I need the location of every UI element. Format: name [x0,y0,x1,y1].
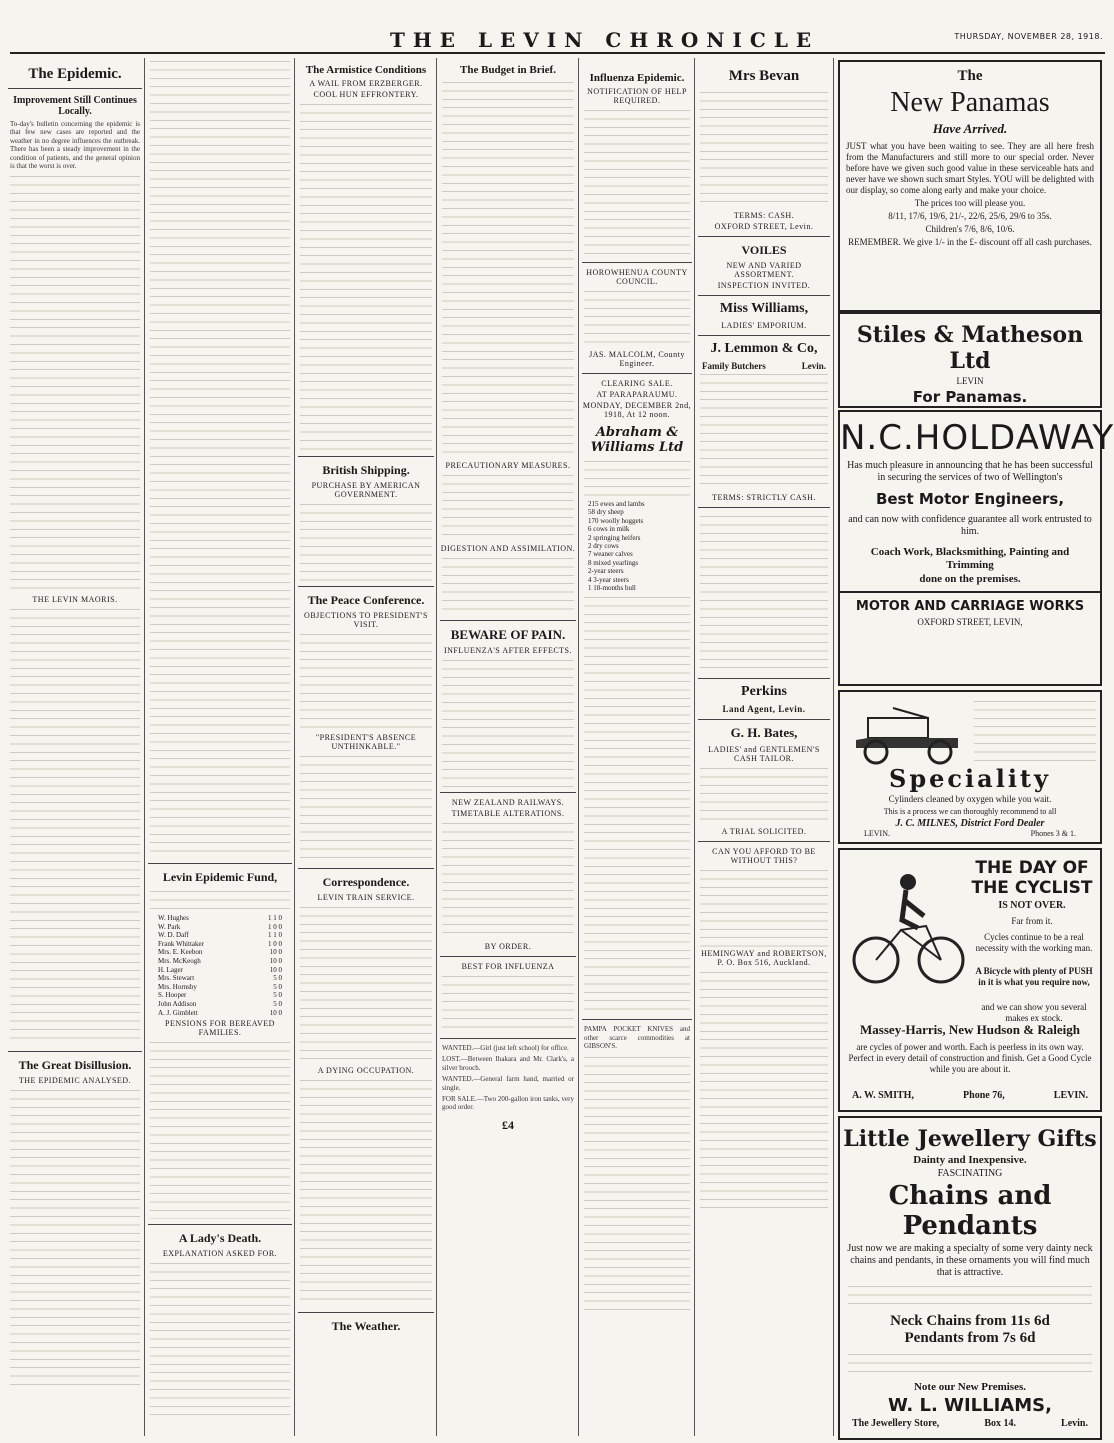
cyclist-bicycle: A Bicycle with plenty of PUSH in it is what you require now, [975,966,1093,987]
epidemic-subheading: Improvement Still Continues Locally. [13,95,137,117]
epidemic-heading: The Epidemic. [28,66,122,82]
clearing-sale-heading: CLEARING SALE. [601,379,673,388]
fund-donor: W. Hughes [158,914,189,922]
fund-row [158,948,282,957]
article-text-block [848,1283,1092,1309]
levin-maoris-heading: THE LEVIN MAORIS. [32,595,118,605]
voiles-heading: VOILES [741,243,787,257]
levin-fund-heading: Levin Epidemic Fund, [162,870,278,884]
article-text-block [700,371,828,491]
by-order: BY ORDER. [484,942,532,951]
fund-row [158,914,282,923]
article-text-block [442,472,574,542]
panamas-prices-intro: The prices too will please you. [914,198,1026,208]
column-1 [8,58,142,1433]
notification-heading: NOTIFICATION OF HELP REQUIRED. [587,87,687,105]
massey-body: are cycles of power and worth. Each is peerless in its own way. Perfect in every detail of construction and finish. Get a Good Cycle while you are about it. [848,1042,1092,1074]
fund-amount: 5 0 [273,974,282,983]
holdaway-title: N.C.HOLDAWAY [840,418,1114,458]
panamas-body: JUST what you have been waiting to see. They are all here fresh from the Manufacturers and still more to our special order. Never before have we given such good value in these serviceable hats and never have we shown such smart Styles. YOU will be delighted with our display, so come along early and make your choice. [846,141,1094,195]
column-3 [298,58,434,1433]
article-text-block [150,1039,290,1219]
holdaway-body: Has much pleasure in announcing that he has been successful in securing the services of two of Wellington's [847,460,1093,483]
fund-row [158,931,282,940]
column-5 [582,58,692,1433]
influenza-after-heading: INFLUENZA'S AFTER EFFECTS. [443,646,572,655]
lost-ad: LOST.—Between Ihakara and Mr. Clark's, a silver brooch. [442,1055,574,1072]
bevan-address: OXFORD STREET, Levin. [714,222,814,231]
fund-donor: Mrs. Stewart [158,974,195,983]
stiles-title: Stiles & Matheson Ltd [856,322,1084,374]
malcolm-signature: JAS. MALCOLM, County Engineer. [589,350,685,368]
article-text-block [10,606,140,1046]
explanation-heading: EXPLANATION ASKED FOR. [162,1249,278,1259]
panamas-children: Children's 7/6, 8/6, 10/6. [925,224,1015,234]
article-text-block [974,698,1096,764]
budget-heading: The Budget in Brief. [460,64,556,76]
fund-amount: 5 0 [273,982,282,991]
jewellery-ad [838,1116,1102,1440]
peace-heading: The Peace Conference. [307,593,425,607]
fund-donor: A. J. Gimblett [158,1008,198,1017]
newspaper-title: THE LEVIN CHRONICLE [390,28,820,52]
perkins-heading: Perkins [741,684,787,699]
article-text-block [700,969,828,1209]
beware-of-pain-heading: BEWARE OF PAIN. [450,627,566,642]
fund-donor: John Addison [158,999,197,1008]
neck-chains: Neck Chains from 11s 6d [890,1313,1050,1329]
article-text-block [584,288,690,348]
article-text-block [848,1351,1092,1377]
lemmon-heading: J. Lemmon & Co, [710,341,818,356]
stock-item: 6 cows in milk [588,525,630,534]
gifts-sub: Dainty and Inexpensive. [913,1154,1027,1166]
column-rule [294,58,295,1436]
epidemic-paragraph: To-day's bulletin concerning the epidemic is that few new cases are reported and the weather in no degree influences the outbreak. There has been a steady improvement in the condition of patients, and the general opinion is that the worst is over. [10,120,140,171]
panamas-title: New Panamas [890,87,1050,118]
pensions-heading: PENSIONS FOR BEREAVED FAMILIES. [165,1019,275,1038]
fund-amount: 5 0 [273,999,282,1008]
fund-list [158,914,282,1017]
cylinders: Cylinders cleaned by oxygen while you wait. [888,794,1052,804]
mrs-bevan-heading: Mrs Bevan [728,68,800,84]
article-text-block [700,867,828,947]
shipping-heading: British Shipping. [322,463,410,477]
flu-best-heading: BEST FOR INFLUENZA [461,962,555,971]
milnes-town: LEVIN. [864,829,890,838]
bevan-terms: TERMS: CASH. [733,211,795,220]
stock-item: 215 ewes and lambs [588,500,645,508]
article-text-block [300,1077,432,1307]
gifts-body: Just now we are making a specialty of some very dainty neck chains and pendants, in these ornaments you will find much that is attractive. [847,1243,1093,1278]
fund-row [158,1009,282,1018]
fund-donor: H. Lager [158,965,183,974]
ladys-death-heading: A Lady's Death. [178,1231,262,1246]
article-text-block [700,513,828,673]
column-rule [694,58,695,1436]
article-text-block [150,58,290,858]
article-text-block [10,173,140,593]
milnes-name: J. C. MILNES, District Ford Dealer [895,818,1045,829]
fund-row [158,983,282,992]
wl-footer [852,1418,1088,1429]
holdaway-ad [838,410,1114,686]
milnes-ad [838,690,1102,844]
wl-williams: W. L. WILLIAMS, [888,1395,1052,1416]
fund-donor: W. Park [158,922,181,931]
pendants: Pendants from 7s 6d [904,1330,1036,1346]
fund-row [158,974,282,983]
article-text-block [300,631,432,731]
fund-amount: 10 0 [269,965,282,974]
smith-town: LEVIN. [1053,1090,1088,1101]
article-text-block [442,555,574,615]
cant-afford: CAN YOU AFFORD TO BE WITHOUT THIS? [712,847,816,865]
cyclist-show: and we can show you several makes ex stock. [981,1002,1087,1023]
fund-row [158,966,282,975]
article-text-block [442,79,574,459]
for-sale-ad: FOR SALE.—Two 200-gallon iron tanks, very good order. [442,1095,574,1112]
price-pounds: £4 [502,1117,514,1132]
inspection: INSPECTION INVITED. [717,281,811,290]
wl-town: Levin. [1061,1418,1088,1429]
fund-amount: 10 0 [269,956,282,965]
smith-footer [852,1090,1088,1101]
article-text-block [442,973,574,1033]
cyclist-far: Far from it. [1011,916,1053,926]
massey-brands: Massey-Harris, New Hudson & Raleigh [860,1022,1080,1037]
fund-donor: Mrs. Hornsby [158,982,197,991]
sale-date: MONDAY, DECEMBER 2nd, 1918, At 12 noon. [582,401,692,419]
recommend: This is a process we can thoroughly recommend to all [883,807,1057,816]
hemingway: HEMINGWAY and ROBERTSON, P. O. Box 516, Auckland. [701,949,827,967]
armistice-sub1: A WAIL FROM ERZBERGER. [309,79,423,88]
stock-item: 2-year steers [588,567,624,576]
holdaway-best: Best Motor Engineers, [875,490,1065,508]
fund-amount: 10 0 [269,948,282,957]
shipping-sub: PURCHASE BY AMERICAN GOVERNMENT. [311,481,421,499]
article-text-block [150,1260,290,1420]
article-text-block [300,501,432,581]
article-text-block [700,89,828,209]
column-rule [833,58,834,1436]
stock-item: 170 woolly hoggets [588,516,644,525]
gifts-title: Little Jewellery Gifts [843,1126,1097,1152]
precautionary-heading: PRECAUTIONARY MEASURES. [445,461,571,470]
article-text-block [584,107,690,257]
train-service-heading: LEVIN TRAIN SERVICE. [317,893,415,902]
wanted-ad-1: WANTED.—Girl (just left school) for office. [442,1044,569,1052]
stock-item: 7 weaner calves [588,550,633,559]
panamas-the: The [957,68,983,84]
voiles-sub: NEW AND VARIED ASSORTMENT. [726,261,802,279]
cyclist-icon [846,860,966,990]
unthinkable-heading: "PRESIDENT'S ABSENCE UNTHINKABLE." [315,733,417,751]
issue-date: THURSDAY, NOVEMBER 28, 1918. [954,32,1103,41]
bates-sub: LADIES' and GENTLEMEN'S CASH TAILOR. [708,745,820,763]
fund-row [158,923,282,932]
butchers-line [702,361,826,371]
column-rule [144,58,145,1436]
dying-occupation-heading: A DYING OCCUPATION. [317,1066,415,1075]
fund-donor: Frank Whittaker [158,939,204,948]
motor-works: MOTOR AND CARRIAGE WORKS [855,599,1085,614]
stiles-ad [838,312,1102,408]
holdaway-done: done on the premises. [919,573,1021,585]
fund-amount: 1 0 0 [268,922,282,931]
pampa-ad: PAMPA POCKET KNIVES and other scarce commodities at GIBSON'S. [584,1025,690,1051]
article-text-block [584,458,690,498]
milnes-phone: Phones 3 & 1. [1030,829,1076,838]
article-text-block [442,657,574,787]
fund-donor: W. D. Daff [158,931,189,940]
panamas-ad [838,60,1102,312]
cyclist-the-day: THE DAY OF THE CYCLIST [971,858,1093,898]
butchers-label: Family Butchers [702,361,766,371]
fund-amount: 1 1 0 [268,931,282,940]
stiles-for: For Panamas. [912,388,1028,406]
wanted-ad-2: WANTED.—General farm hand, married or single. [442,1075,574,1092]
fund-row [158,1000,282,1009]
masthead [10,28,1105,54]
smith-phone: Phone 76, [963,1090,1005,1101]
stock-item: 8 mixed yearlings [588,558,639,567]
column-4 [440,58,576,1433]
milnes-footer [864,829,1076,838]
correspondence-heading: Correspondence. [322,875,410,889]
gifts-fascinating: FASCINATING [937,1168,1003,1179]
motor-car-icon [848,700,968,766]
armistice-heading: The Armistice Conditions [305,64,427,76]
influenza-epidemic-heading: Influenza Epidemic. [589,72,685,84]
article-text-block [584,594,690,1014]
panamas-remember: REMEMBER. We give 1/- in the £- discount off all cash purchases. [848,237,1092,247]
bates-heading: G. H. Bates, [730,725,798,740]
cyclist-ad [838,848,1102,1112]
stock-item: 58 dry sheep [588,508,624,517]
article-text-block [700,765,828,825]
fund-amount: 1 1 0 [268,914,282,922]
fund-amount: 5 0 [273,991,282,1000]
paraparaumu-heading: AT PARAPARAUMU. [596,390,678,399]
panamas-prices: 8/11, 17/6, 19/6, 21/-, 22/6, 25/6, 29/6 to 35s. [888,211,1052,221]
wl-box: Box 14. [984,1418,1016,1429]
trial-solicited: A TRIAL SOLICITED. [721,827,807,836]
nz-railways-heading: NEW ZEALAND RAILWAYS. [451,798,565,807]
panamas-sub: Have Arrived. [932,121,1008,136]
miss-williams-heading: Miss Williams, [719,301,809,316]
article-text-block [300,904,432,1064]
cyclist-body: Cycles continue to be a real necessity with the working man. [975,932,1093,953]
horowhenua-heading: HOROWHENUA COUNTY COUNCIL. [586,268,688,286]
auctioneer-logo: Abraham & Williams Ltd [590,425,684,455]
stock-list [588,500,686,592]
stock-item: 2 springing heifers [588,533,641,542]
armistice-sub2: COOL HUN EFFRONTERY. [313,90,419,99]
speciality-title: Speciality [889,764,1051,793]
article-text-block [584,1054,690,1314]
fund-donor: S. Hooper [158,991,187,1000]
fund-amount: 1 0 0 [268,939,282,948]
smith-name: A. W. SMITH, [852,1090,914,1101]
article-text-block [10,1087,140,1387]
column-2 [148,58,292,1433]
cyclist-not-over: IS NOT OVER. [998,900,1066,911]
wl-store: The Jewellery Store, [852,1418,940,1429]
stock-item: 2 dry cows [588,542,619,551]
weather-heading: The Weather. [331,1319,401,1333]
column-rule [436,58,437,1436]
column-6 [698,58,830,1433]
holdaway-coach: Coach Work, Blacksmithing, Painting and Trimming [870,546,1070,571]
article-text-block [300,753,432,863]
lemmon-terms: TERMS: STRICTLY CASH. [712,493,816,502]
stiles-town: LEVIN [956,376,984,386]
digestion-heading: DIGESTION AND ASSIMILATION. [440,544,576,553]
new-premises: Note our New Premises. [913,1381,1026,1393]
fund-amount: 10 0 [269,1008,282,1017]
land-agent: Land Agent, Levin. [722,704,806,714]
ladies-emporium: LADIES' EMPORIUM. [721,321,807,330]
oxford-street: OXFORD STREET, LEVIN, [917,617,1023,627]
butchers-town: Levin. [801,361,826,371]
fund-row [158,940,282,949]
fund-row [158,991,282,1000]
stock-item: 1 18-months bull [588,584,636,593]
fund-donor: Mrs. E. Keebon [158,948,203,957]
fund-row [158,957,282,966]
stock-item: 4 3-year steers [588,575,629,584]
great-disillusion-heading: The Great Disillusion. [18,1058,132,1073]
epidemic-analysed-heading: THE EPIDEMIC ANALYSED. [18,1076,132,1086]
holdaway-guar: and can now with confidence guarantee all work entrusted to him. [848,514,1092,537]
peace-sub: OBJECTIONS TO PRESIDENT'S VISIT. [304,611,428,629]
timetable-heading: TIMETABLE ALTERATIONS. [451,809,565,818]
fund-donor: Mrs. McKeogh [158,956,201,965]
chains-title: Chains and Pendants [888,1181,1052,1241]
article-text-block [442,820,574,940]
column-rule [578,58,579,1436]
article-text-block [300,101,432,451]
article-text-block [150,888,290,912]
